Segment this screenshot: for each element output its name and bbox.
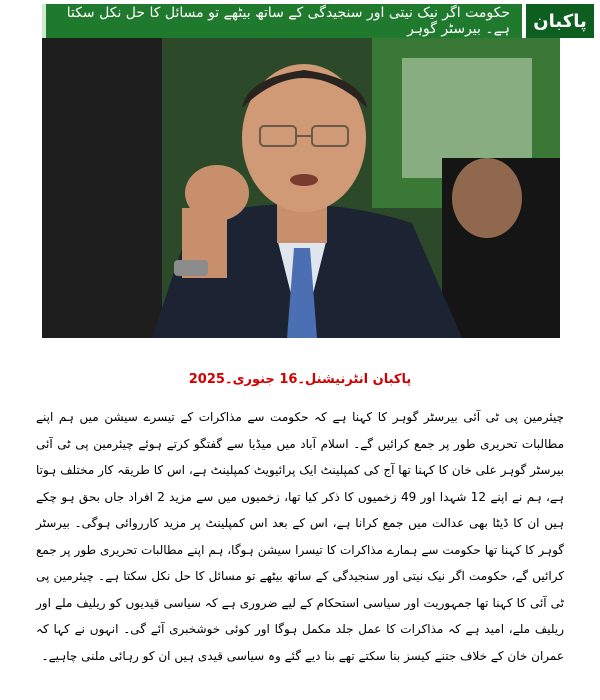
dateline: پاکبان انٹرنیشنل۔16 جنوری۔2025: [188, 372, 412, 387]
article-body: چیئرمین پی ٹی آئی بیرسٹر گوہر کا کہنا ہے کہ حکومت سے مذاکرات کے تیسرے سیشن میں ہم اپنے مطالبات تحریری طور پر جمع کرائیں گے۔ اسلام آباد میں میڈیا سے گفتگو کرتے ہوئے چیئرمین پی ٹی آئی بیرسٹر گوہر علی خان کا کہنا تھا آج کی کمپلینٹ ایک پرائیویٹ کمپلینٹ ہے، اس کا طریقہ کار مختلف ہوتا ہے، ہم نے اپنے 12 شہدا اور 49 زخمیوں کا ذکر کیا تھا، زخمیوں میں سے مزید 2 افراد جاں بحق ہو چکے ہیں ان کا ڈیٹا بھی عدالت میں جمع کرانا ہے، اس کے بعد اس کمپلینٹ پر مزید کارروائی ہوگی۔ بیرسٹر گوہر کا کہنا تھا حکومت سے ہمارے مذاکرات کا تیسرا سیشن ہوگا، ہم اپنے مطالبات تحریری طور پر جمع کرائیں گے، حکومت اگر نیک نیتی اور سنجیدگی کے ساتھ بیٹھے تو مسائل کا حل نکل سکتا ہے۔ چیئرمین پی ٹی آئی کا کہنا تھا جمہوریت اور سیاسی استحکام کے لیے ضروری ہے کہ سیاسی قیدیوں کو ریلیف ملے اور ریلیف ملے، امید ہے کہ مذاکرات کا عمل جلد مکمل ہوگا اور کوئی خوشخبری آئے گی۔ انہوں نے کہا کہ عمران خان کے خلاف جتنے کیسز بنا سکتے تھے بنا دیے گئے وہ سیاسی قیدی ہیں ان کو رہائی ملنی چاہیے۔: [36, 410, 564, 663]
news-photo: [42, 38, 560, 338]
press-conference-image: [42, 38, 560, 338]
header: [0, 0, 600, 38]
brand-name: پاکبان: [533, 10, 587, 32]
headline-banner: [42, 4, 522, 38]
brand-logo: [526, 4, 594, 38]
headline-text: حکومت اگر نیک نیتی اور سنجیدگی کے ساتھ بیٹھے تو مسائل کا حل نکل سکتا ہے۔ بیرسٹر گوہر: [66, 5, 510, 37]
